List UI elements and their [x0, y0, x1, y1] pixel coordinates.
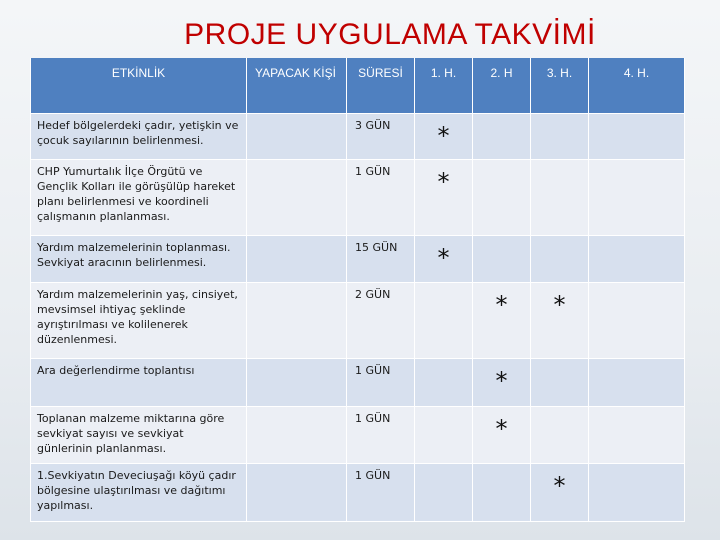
week-2-mark: [473, 236, 531, 283]
week-1-mark: *: [415, 160, 473, 236]
activity-cell: Toplanan malzeme miktarına göre sevkiyat sayısı ve sevkiyat günlerinin planlanması.: [31, 407, 247, 464]
responsible-cell: [247, 359, 347, 407]
table-row: [31, 359, 685, 407]
header-week-3: 3. H.: [531, 58, 589, 114]
header-activity: ETKİNLİK: [31, 58, 247, 114]
activity-cell: 1.Sevkiyatın Deveciuşağı köyü çadır bölgesine ulaştırılması ve dağıtımı yapılması.: [31, 464, 247, 522]
duration-cell: 15 GÜN: [347, 236, 415, 283]
week-3-mark: *: [531, 464, 589, 522]
week-3-mark: [531, 236, 589, 283]
table-row: [31, 464, 685, 522]
responsible-cell: [247, 407, 347, 464]
header-responsible: YAPACAK KİŞİ: [247, 58, 347, 114]
table-row: [31, 283, 685, 359]
week-4-mark: [589, 160, 685, 236]
week-1-mark: [415, 283, 473, 359]
week-3-mark: *: [531, 283, 589, 359]
activity-cell: Yardım malzemelerinin yaş, cinsiyet, mevsimsel ihtiyaç şeklinde ayrıştırılması ve kolilenerek düzenlenmesi.: [31, 283, 247, 359]
table-row: [31, 160, 685, 236]
week-2-mark: [473, 160, 531, 236]
schedule-table: [30, 58, 685, 522]
week-4-mark: [589, 464, 685, 522]
activity-cell: Hedef bölgelerdeki çadır, yetişkin ve çocuk sayılarının belirlenmesi.: [31, 114, 247, 160]
activity-cell: Ara değerlendirme toplantısı: [31, 359, 247, 407]
week-3-mark: [531, 160, 589, 236]
duration-cell: 1 GÜN: [347, 407, 415, 464]
page-title: PROJE UYGULAMA TAKVİMİ: [184, 18, 596, 51]
header-week-1: 1. H.: [415, 58, 473, 114]
week-1-mark: *: [415, 236, 473, 283]
week-1-mark: [415, 464, 473, 522]
week-2-mark: *: [473, 283, 531, 359]
week-3-mark: [531, 359, 589, 407]
header-duration: SÜRESİ: [347, 58, 415, 114]
week-1-mark: [415, 359, 473, 407]
week-2-mark: [473, 114, 531, 160]
week-4-mark: [589, 236, 685, 283]
week-4-mark: [589, 359, 685, 407]
responsible-cell: [247, 464, 347, 522]
duration-cell: 3 GÜN: [347, 114, 415, 160]
duration-cell: 1 GÜN: [347, 359, 415, 407]
week-2-mark: *: [473, 359, 531, 407]
activity-cell: CHP Yumurtalık İlçe Örgütü ve Gençlik Kolları ile görüşülüp hareket planı belirlenmesi ve koordineli çalışmanın planlanması.: [31, 160, 247, 236]
table-row: [31, 236, 685, 283]
activity-cell: Yardım malzemelerinin toplanması. Sevkiyat aracının belirlenmesi.: [31, 236, 247, 283]
duration-cell: 2 GÜN: [347, 283, 415, 359]
week-4-mark: [589, 114, 685, 160]
responsible-cell: [247, 160, 347, 236]
week-1-mark: *: [415, 114, 473, 160]
week-1-mark: [415, 407, 473, 464]
duration-cell: 1 GÜN: [347, 464, 415, 522]
duration-cell: 1 GÜN: [347, 160, 415, 236]
responsible-cell: [247, 114, 347, 160]
week-4-mark: [589, 283, 685, 359]
table-row: [31, 114, 685, 160]
week-4-mark: [589, 407, 685, 464]
week-2-mark: [473, 464, 531, 522]
week-2-mark: *: [473, 407, 531, 464]
week-3-mark: [531, 114, 589, 160]
table-row: [31, 407, 685, 464]
header-week-4: 4. H.: [589, 58, 685, 114]
week-3-mark: [531, 407, 589, 464]
responsible-cell: [247, 236, 347, 283]
responsible-cell: [247, 283, 347, 359]
header-row: [31, 58, 685, 114]
header-week-2: 2. H: [473, 58, 531, 114]
